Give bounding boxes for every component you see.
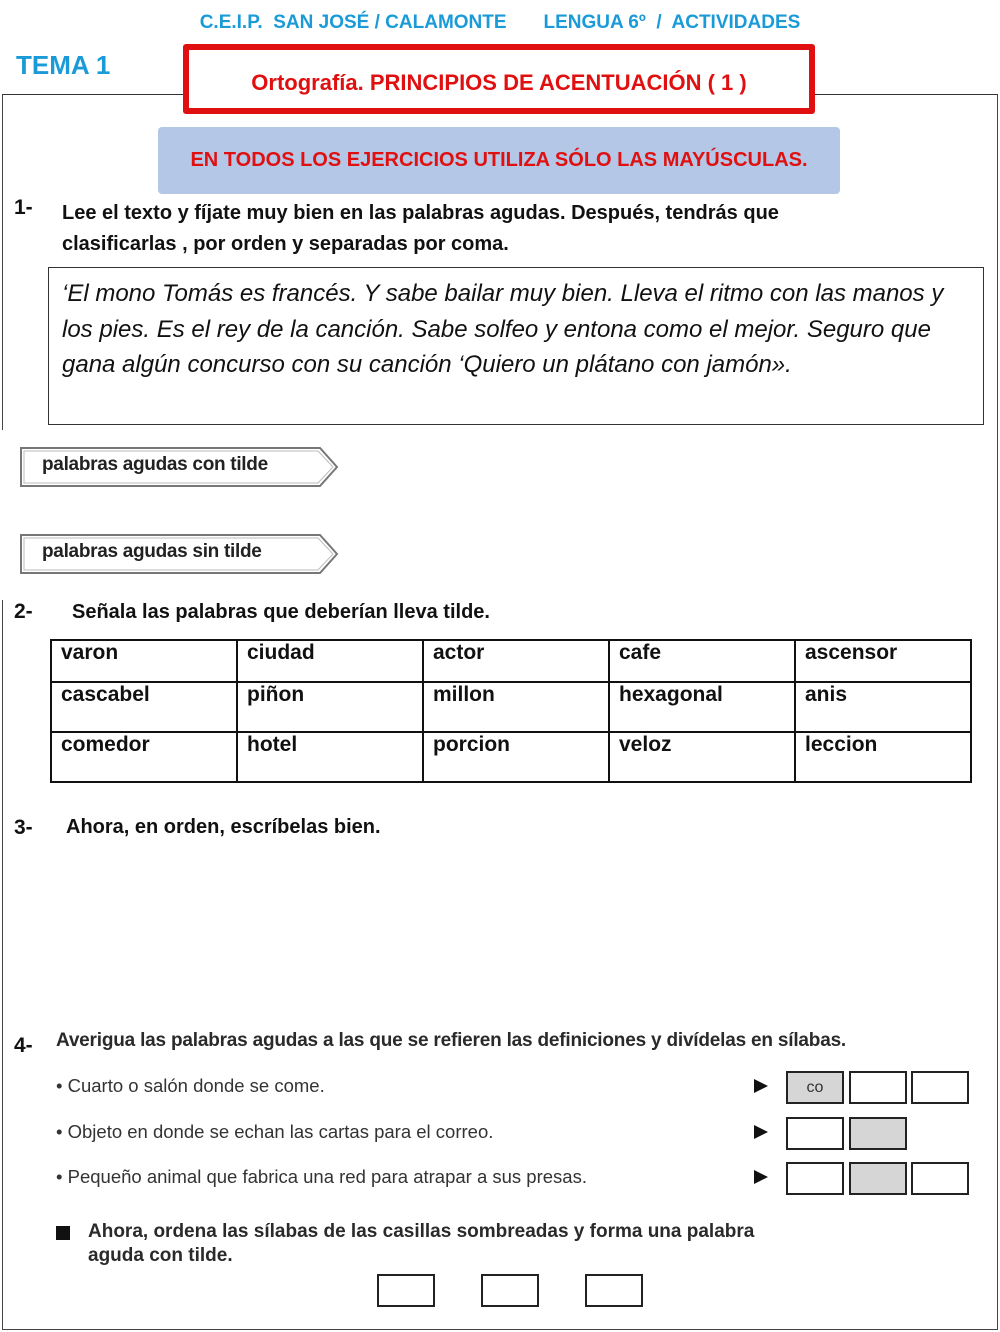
exercise-3-instruction: Ahora, en orden, escríbelas bien. <box>66 816 381 838</box>
word-cell[interactable]: comedor <box>51 732 237 782</box>
label-sin-tilde-text: palabras agudas sin tilde <box>42 541 262 562</box>
notice-text: EN TODOS LOS EJERCICIOS UTILIZA SÓLO LAS MAYÚSCULAS. <box>190 149 808 171</box>
label-agudas-con-tilde <box>20 446 340 490</box>
word-cell[interactable]: actor <box>423 640 609 682</box>
header-line <box>0 12 1000 34</box>
label-agudas-sin-tilde <box>20 533 340 577</box>
syllable-box[interactable] <box>911 1071 969 1104</box>
answer-box[interactable] <box>481 1274 539 1307</box>
definition-1: • Cuarto o salón donde se come. <box>56 1075 325 1096</box>
word-cell[interactable]: veloz <box>609 732 795 782</box>
syllable-hint: co <box>806 1078 824 1096</box>
pointer-arrow-icon <box>754 1125 768 1139</box>
exercise-1-instruction-line2: clasificarlas , por orden y separadas por coma. <box>62 233 509 255</box>
syllable-box[interactable] <box>786 1162 844 1195</box>
word-cell[interactable]: varon <box>51 640 237 682</box>
word-cell[interactable]: porcion <box>423 732 609 782</box>
exercise-4-number: 4- <box>14 1034 33 1057</box>
exercise-2-instruction: Señala las palabras que deberían lleva tilde. <box>72 601 490 623</box>
quote-box <box>48 267 984 425</box>
table-row <box>51 732 971 782</box>
page-title: Ortografía. PRINCIPIOS DE ACENTUACIÓN ( 1 ) <box>251 70 747 95</box>
frame-gap <box>0 430 3 600</box>
word-cell[interactable]: piñon <box>237 682 423 732</box>
exercise-1-number: 1- <box>14 196 33 219</box>
label-con-tilde-text: palabras agudas con tilde <box>42 454 268 475</box>
word-cell[interactable]: millon <box>423 682 609 732</box>
word-cell[interactable]: hotel <box>237 732 423 782</box>
square-bullet-icon <box>56 1226 70 1240</box>
definition-3: • Pequeño animal que fabrica una red para atrapar a sus presas. <box>56 1166 587 1187</box>
pointer-arrow-icon <box>754 1170 768 1184</box>
words-table <box>50 639 972 783</box>
word-cell[interactable]: ascensor <box>795 640 971 682</box>
syllable-box-shaded[interactable] <box>786 1071 844 1104</box>
table-row <box>51 682 971 732</box>
word-cell[interactable]: leccion <box>795 732 971 782</box>
exercise-1-instruction-line1: Lee el texto y fíjate muy bien en las palabras agudas. Después, tendrás que <box>62 202 779 224</box>
word-cell[interactable]: anis <box>795 682 971 732</box>
notice-banner <box>158 127 840 194</box>
school-name: C.E.I.P. SAN JOSÉ / CALAMONTE <box>199 12 507 33</box>
table-row <box>51 640 971 682</box>
syllable-box[interactable] <box>786 1117 844 1150</box>
syllable-box[interactable] <box>849 1071 907 1104</box>
final-instruction-line1: Ahora, ordena las sílabas de las casillas sombreadas y forma una palabra <box>88 1221 755 1242</box>
exercise-1-instruction <box>62 198 779 260</box>
tema-label: TEMA 1 <box>16 50 111 80</box>
final-instruction <box>88 1220 754 1268</box>
word-cell[interactable]: ciudad <box>237 640 423 682</box>
syllable-box-shaded[interactable] <box>849 1162 907 1195</box>
syllable-box-shaded[interactable] <box>849 1117 907 1150</box>
exercise-2-number: 2- <box>14 600 33 623</box>
answer-box[interactable] <box>377 1274 435 1307</box>
final-instruction-line2: aguda con tilde. <box>88 1245 233 1266</box>
word-cell[interactable]: cascabel <box>51 682 237 732</box>
exercise-4-instruction: Averigua las palabras agudas a las que se refieren las definiciones y divídelas en sílabas. <box>56 1030 847 1051</box>
word-cell[interactable]: hexagonal <box>609 682 795 732</box>
quote-text: ‘El mono Tomás es francés. Y sabe bailar muy bien. Lleva el ritmo con las manos y los pies. Es el rey de la canción. Sabe solfeo y entona como el mejor. Seguro que gana algún concurso con su canción ‘Quiero un plátano con jamón». <box>62 280 944 378</box>
exercise-3-number: 3- <box>14 816 33 839</box>
word-cell[interactable]: cafe <box>609 640 795 682</box>
answer-box[interactable] <box>585 1274 643 1307</box>
subject-name: LENGUA 6º / ACTIVIDADES <box>543 12 801 33</box>
pointer-arrow-icon <box>754 1079 768 1093</box>
definition-2: • Objeto en donde se echan las cartas para el correo. <box>56 1121 494 1142</box>
syllable-box[interactable] <box>911 1162 969 1195</box>
